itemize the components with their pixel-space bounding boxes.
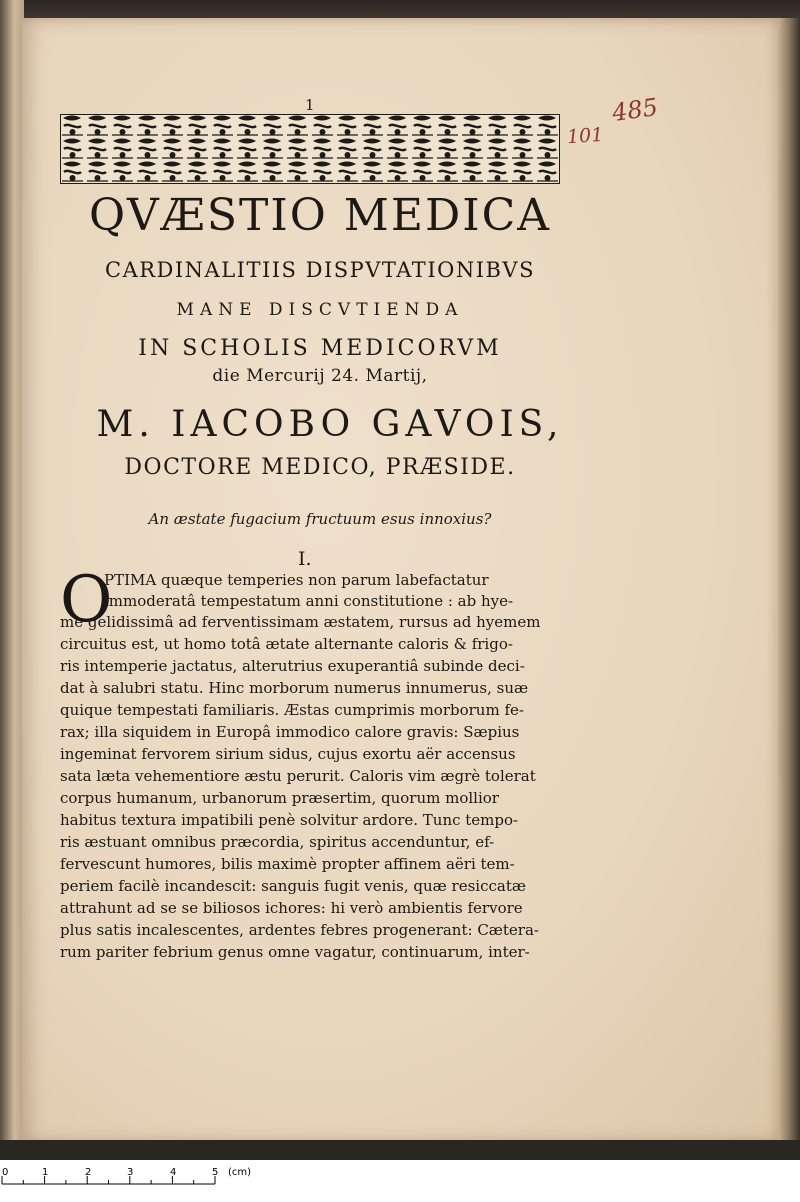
text-line: sata læta vehementiore æstu perurit. Caloris vim ægrè tolerat	[60, 767, 536, 785]
section-number: I.	[298, 548, 312, 570]
title-praeses: M. IACOBO GAVOIS,	[96, 404, 564, 445]
title-line-4: IN SCHOLIS MEDICORVM	[138, 336, 502, 361]
text-line: rum pariter febrium genus omne vagatur, continuarum, inter-	[60, 943, 530, 961]
handwritten-folio: 101	[566, 123, 604, 149]
text-line: rax; illa siquidem in Europâ immodico calore gravis: Sæpius	[60, 723, 520, 741]
text-line: ingeminat fervorem sirium sidus, cujus exortu aër accensus	[60, 745, 516, 763]
title-date: die Mercurij 24. Martij,	[212, 366, 428, 386]
ruler-label: 5	[212, 1167, 219, 1178]
ruler-label: 1	[42, 1167, 49, 1178]
text-line: plus satis incalescentes, ardentes febres progenerant: Cætera-	[60, 921, 539, 939]
page-number: 1	[305, 96, 315, 114]
text-line: PTIMA quæque temperies non parum labefactatur	[104, 571, 489, 589]
title-doctor: DOCTORE MEDICO, PRÆSIDE.	[124, 455, 516, 480]
scale-ruler	[0, 1160, 800, 1202]
scan-bottom-edge	[0, 1140, 800, 1162]
text-line: quique tempestati familiaris. Æstas cumprimis morborum fe-	[60, 701, 524, 719]
text-line: circuitus est, ut homo totâ ætate alternante caloris & frigo-	[60, 635, 513, 653]
title-line-2: CARDINALITIIS DISPVTATIONIBVS	[105, 258, 535, 282]
ruler-label: 0	[2, 1167, 9, 1178]
title-main: QVÆSTIO MEDICA	[88, 190, 552, 241]
text-line: me gelidissimâ ad ferventissimam æstatem, rursus ad hyemem	[60, 613, 541, 631]
text-line: ris intemperie jactatus, alterutrius exuperantiâ subinde deci-	[60, 657, 525, 675]
ruler-label: 2	[85, 1167, 92, 1178]
page-right-edge	[778, 18, 800, 1143]
text-line: attrahunt ad se se biliosos ichores: hi verò ambientis fervore	[60, 899, 523, 917]
text-line: immoderatâ tempestatum anni constitutione : ab hye-	[104, 592, 514, 610]
facing-page-edge	[0, 0, 24, 1160]
ruler-unit: (cm)	[228, 1167, 252, 1178]
drop-cap: O	[60, 563, 113, 637]
text-line: habitus textura impatibili penè solvitur ardore. Tunc tempo-	[60, 811, 519, 829]
text-line: ris æstuant omnibus præcordia, spiritus accenduntur, ef-	[60, 833, 495, 851]
text-line: dat à salubri statu. Hinc morborum numerus innumerus, suæ	[60, 679, 529, 697]
text-line: fervescunt humores, bilis maximè propter affinem aëri tem-	[60, 855, 515, 873]
ornament-band	[60, 114, 560, 184]
ruler-label: 4	[170, 1167, 177, 1178]
ruler-label: 3	[127, 1167, 134, 1178]
handwritten-number: 485	[610, 92, 660, 128]
title-line-3: MANE DISCVTIENDA	[176, 300, 464, 320]
text-line: periem facilè incandescit: sanguis fugit venis, quæ resiccatæ	[60, 877, 526, 895]
question-heading: An æstate fugacium fructuum esus innoxius?	[148, 510, 492, 528]
text-line: corpus humanum, urbanorum præsertim, quorum mollior	[60, 789, 499, 807]
